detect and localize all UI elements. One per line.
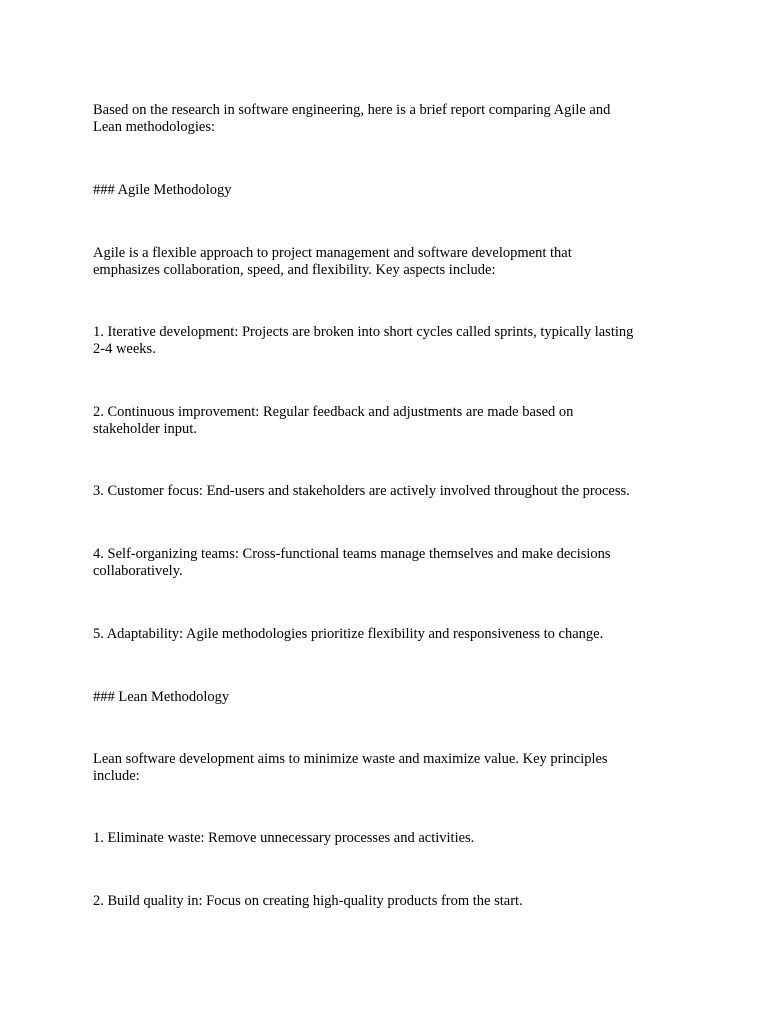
agile-list-item: [93, 626, 683, 643]
text-line: emphasizes collaboration, speed, and flexibility. Key aspects include:: [93, 262, 496, 278]
heading-text: ### Lean Methodology: [93, 689, 230, 705]
text-line: Based on the research in software engineering, here is a brief report comparing Agile and: [93, 102, 611, 118]
text-line: stakeholder input.: [93, 421, 197, 437]
agile-list-item: [93, 324, 683, 358]
lean-intro-paragraph: [93, 751, 683, 785]
text-line: Agile is a flexible approach to project management and software development that: [93, 245, 572, 261]
lean-list-item: [93, 830, 683, 847]
heading-text: ### Agile Methodology: [93, 182, 232, 198]
agile-list-item: [93, 404, 683, 438]
text-line: 1. Iterative development: Projects are broken into short cycles called sprints, typically lasting: [93, 324, 634, 340]
text-line: 3. Customer focus: End-users and stakeholders are actively involved throughout the process.: [93, 483, 630, 499]
text-line: 2. Continuous improvement: Regular feedback and adjustments are made based on: [93, 404, 574, 420]
text-line: Lean software development aims to minimize waste and maximize value. Key principles: [93, 751, 608, 767]
text-line: 1. Eliminate waste: Remove unnecessary processes and activities.: [93, 830, 475, 846]
agile-intro-paragraph: [93, 245, 683, 279]
lean-heading: [93, 689, 683, 706]
text-line: include:: [93, 768, 140, 784]
intro-paragraph: [93, 102, 683, 136]
agile-list-item: [93, 546, 683, 580]
text-line: 2-4 weeks.: [93, 341, 156, 357]
lean-list-item: [93, 893, 683, 910]
agile-heading: [93, 182, 683, 199]
text-line: Lean methodologies:: [93, 119, 216, 135]
text-line: 2. Build quality in: Focus on creating high-quality products from the start.: [93, 893, 523, 909]
text-line: 4. Self-organizing teams: Cross-functional teams manage themselves and make decisions: [93, 546, 611, 562]
agile-list-item: [93, 483, 683, 500]
text-line: 5. Adaptability: Agile methodologies prioritize flexibility and responsiveness to change.: [93, 626, 604, 642]
text-line: collaboratively.: [93, 563, 183, 579]
